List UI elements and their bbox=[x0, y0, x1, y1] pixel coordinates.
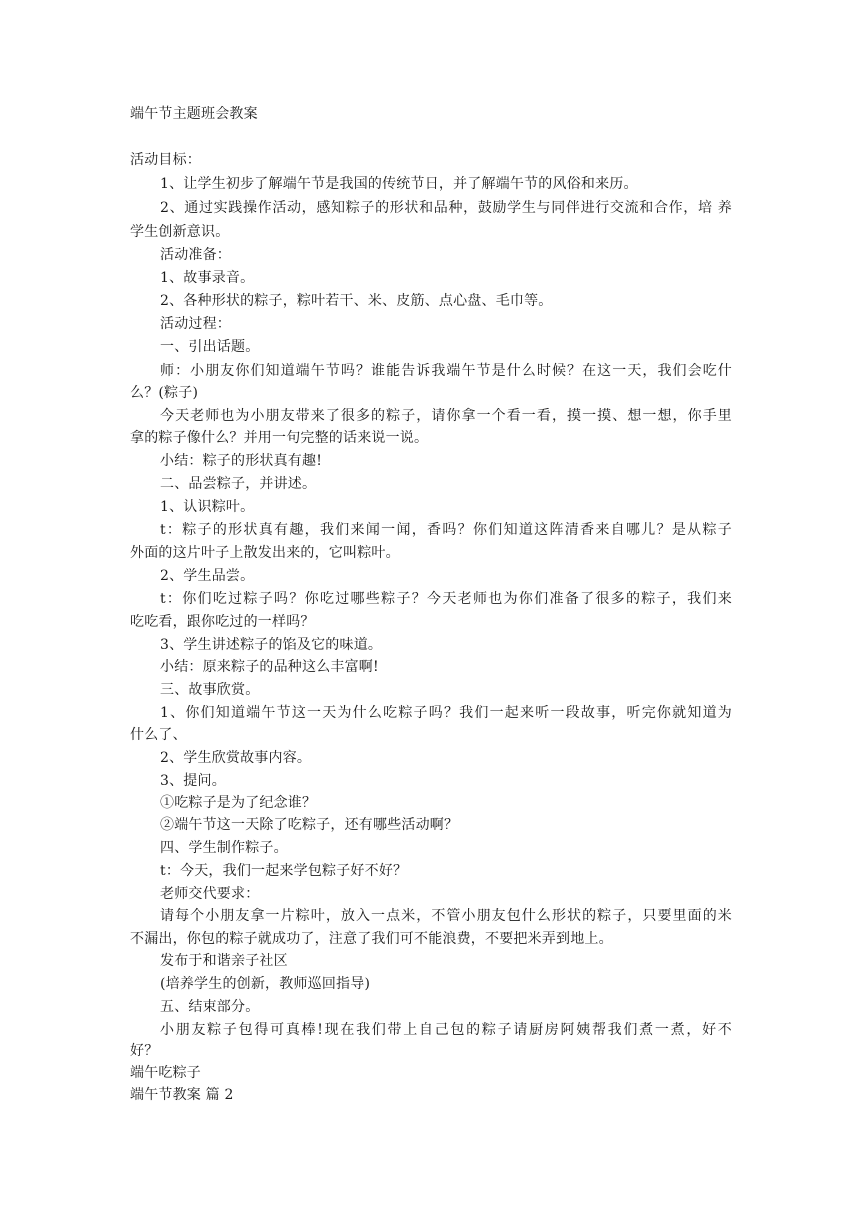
text-line: ①吃粽子是为了纪念谁？ bbox=[160, 795, 317, 811]
text-line: 什么了、 bbox=[130, 727, 187, 743]
text-line: ②端午节这一天除了吃粽子，还有哪些活动啊？ bbox=[160, 817, 459, 833]
text-line: 外面的这片叶子上散发出来的，它叫粽叶。 bbox=[130, 545, 400, 561]
text-line: 四、学生制作粽子。 bbox=[160, 840, 288, 856]
text-line: 今天老师也为小朋友带来了很多的粽子，请你拿一个看一看，摸一摸、想一想，你手里 bbox=[160, 408, 732, 424]
text-line: 好？ bbox=[130, 1043, 159, 1059]
text-line: 1、故事录音。 bbox=[160, 270, 255, 286]
text-line: 1、让学生初步了解端午节是我国的传统节日，并了解端午节的风俗和来历。 bbox=[160, 176, 638, 192]
text-line: t：今天，我们一起来学包粽子好不好？ bbox=[160, 863, 408, 879]
text-line: 师：小朋友你们知道端午节吗？谁能告诉我端午节是什么时候？在这一天，我们会吃什 bbox=[160, 363, 732, 379]
text-line: 活动过程： bbox=[160, 316, 231, 332]
text-line: 小结：原来粽子的品种这么丰富啊! bbox=[160, 659, 379, 675]
text-line: 端午吃粽子 bbox=[130, 1065, 201, 1081]
text-line: t：你们吃过粽子吗？你吃过哪些粽子？今天老师也为你们准备了很多的粽子，我们来 bbox=[160, 591, 732, 607]
text-line: 端午节教案 篇 2 bbox=[130, 1087, 234, 1103]
text-line: 3、学生讲述粽子的馅及它的味道。 bbox=[160, 637, 383, 653]
text-line: 3、提问。 bbox=[160, 773, 226, 789]
document-title: 端午节主题班会教案 bbox=[130, 106, 258, 122]
text-line: 2、各种形状的粽子，粽叶若干、米、皮筋、点心盘、毛巾等。 bbox=[160, 293, 553, 309]
text-line: 活动准备： bbox=[160, 247, 231, 263]
text-line: 发布于和谐亲子社区 bbox=[160, 953, 288, 969]
text-line: 1、你们知道端午节这一天为什么吃粽子吗？我们一起来听一段故事，听完你就知道为 bbox=[160, 705, 732, 721]
text-line: 么？(粽子) bbox=[130, 385, 199, 401]
text-line: (培养学生的创新，教师巡回指导) bbox=[160, 976, 371, 992]
text-line: 请每个小朋友拿一片粽叶，放入一点米，不管小朋友包什么形状的粽子，只要里面的米 bbox=[160, 908, 732, 924]
text-line: 1、认识粽叶。 bbox=[160, 499, 255, 515]
text-line: 吃吃看，跟你吃过的一样吗？ bbox=[130, 614, 315, 630]
text-line: 小朋友粽子包得可真棒!现在我们带上自己包的粽子请厨房阿姨帮我们煮一煮，好不 bbox=[160, 1022, 732, 1038]
text-line: 2、学生品尝。 bbox=[160, 568, 255, 584]
text-line: 2、学生欣赏故事内容。 bbox=[160, 750, 312, 766]
text-line: 五、结束部分。 bbox=[160, 999, 260, 1015]
text-line: 三、故事欣赏。 bbox=[160, 682, 260, 698]
text-line: 小结：粽子的形状真有趣! bbox=[160, 453, 323, 469]
text-line: t：粽子的形状真有趣，我们来闻一闻，香吗？你们知道这阵清香来自哪儿？是从粽子 bbox=[160, 522, 732, 538]
text-line: 拿的粽子像什么？并用一句完整的话来说一说。 bbox=[130, 430, 429, 446]
text-line: 2、通过实践操作活动，感知粽子的形状和品种，鼓励学生与同伴进行交流和合作，培 养 bbox=[160, 200, 732, 216]
text-line: 一、引出话题。 bbox=[160, 339, 260, 355]
text-line: 老师交代要求： bbox=[160, 886, 260, 902]
text-line: 二、品尝粽子，并讲述。 bbox=[160, 476, 317, 492]
text-line: 不漏出，你包的粽子就成功了，注意了我们可不能浪费，不要把米弄到地上。 bbox=[130, 931, 613, 947]
text-line: 活动目标： bbox=[130, 152, 201, 168]
text-line: 学生创新意识。 bbox=[130, 224, 230, 240]
